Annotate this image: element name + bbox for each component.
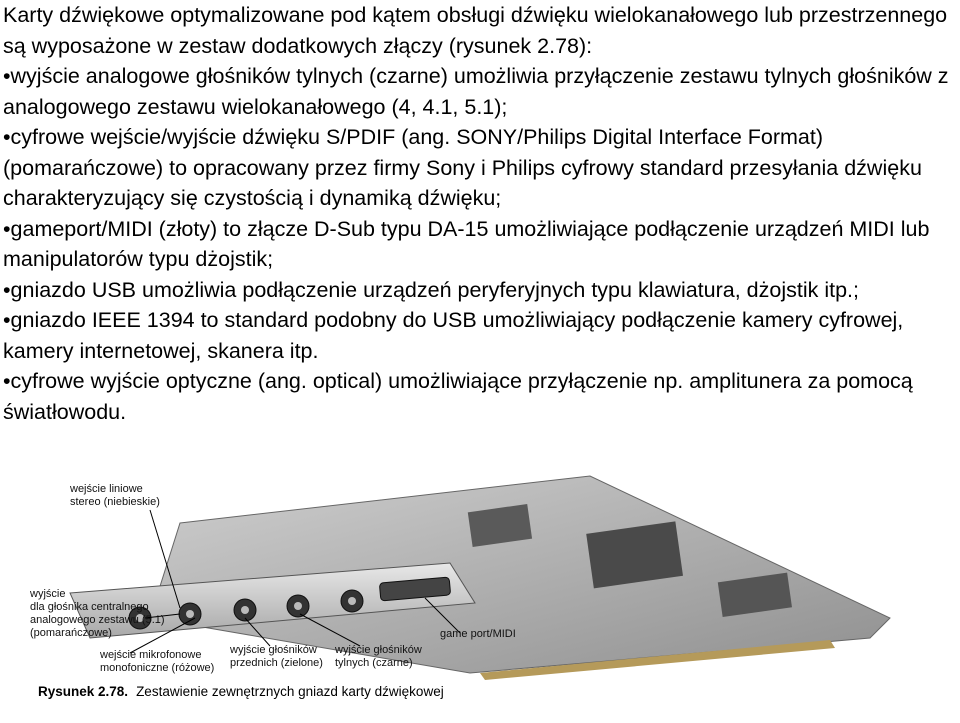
caption-text: Zestawienie zewnętrznych gniazd karty dźwiękowej bbox=[136, 684, 444, 699]
paragraph-spdif: •cyfrowe wejście/wyjście dźwięku S/PDIF (ang. SONY/Philips Digital Interface Format) (pomarańczowe) to opracowany przez firmy Sony i Philips cyfrowy standard przesyłania dźwięku charakteryzujący się czystością i dynamiką dźwięku; bbox=[3, 125, 922, 210]
label-mic-1: wejście mikrofonowe bbox=[100, 649, 202, 661]
label-front-1: wyjście głośników bbox=[230, 644, 317, 656]
label-mic-2: monofoniczne (różowe) bbox=[100, 662, 215, 674]
label-center-2: dla głośnika centralnego bbox=[30, 601, 149, 613]
paragraph-optical: •cyfrowe wyjście optyczne (ang. optical) umożliwiające przyłączenie np. amplitunera za pomocą światłowodu. bbox=[3, 369, 913, 424]
sound-card-figure bbox=[30, 468, 930, 718]
paragraph-usb: •gniazdo USB umożliwia podłączenie urządzeń peryferyjnych typu klawiatura, dżojstik itp.; bbox=[3, 277, 860, 302]
caption-number: Rysunek 2.78. bbox=[38, 684, 129, 699]
label-front-output bbox=[230, 644, 323, 670]
label-rear-output bbox=[335, 644, 422, 670]
paragraph-intro: Karty dźwiękowe optymalizowane pod kątem obsługi dźwięku wielokanałowego lub przestrzennego są wyposażone w zestaw dodatkowych złączy (rysunek 2.78): bbox=[3, 3, 948, 58]
label-line-in bbox=[70, 483, 160, 509]
label-center-3: analogowego zestawu (5.1) bbox=[30, 614, 165, 626]
label-center-1: wyjście bbox=[30, 588, 66, 600]
label-mic-input bbox=[100, 649, 214, 675]
label-center-output bbox=[30, 588, 165, 640]
paragraph-gameport: •gameport/MIDI (złoty) to złącze D-Sub typu DA-15 umożliwiające podłączenie urządzeń MIDI lub manipulatorów typu dżojstik; bbox=[3, 216, 930, 271]
document-text bbox=[3, 0, 953, 427]
paragraph-rear-output: •wyjście analogowe głośników tylnych (czarne) umożliwia przyłączenie zestawu tylnych głośników z analogowego zestawu wielokanałowego (4, 4.1, 5.1); bbox=[3, 64, 949, 119]
label-line-in-2: stereo (niebieskie) bbox=[70, 496, 160, 508]
label-center-4: (pomarańczowe) bbox=[30, 627, 112, 639]
label-game-port bbox=[440, 628, 516, 641]
figure-caption bbox=[38, 684, 444, 699]
label-rear-1: wyjście głośników bbox=[335, 644, 422, 656]
paragraph-ieee1394: •gniazdo IEEE 1394 to standard podobny do USB umożliwiający podłączenie kamery cyfrowej, kamery internetowej, skanera itp. bbox=[3, 308, 904, 363]
label-line-in-1: wejście liniowe bbox=[70, 483, 143, 495]
label-game-1: game port/MIDI bbox=[440, 628, 516, 640]
label-front-2: przednich (zielone) bbox=[230, 657, 323, 669]
label-rear-2: tylnych (czarne) bbox=[335, 657, 413, 669]
